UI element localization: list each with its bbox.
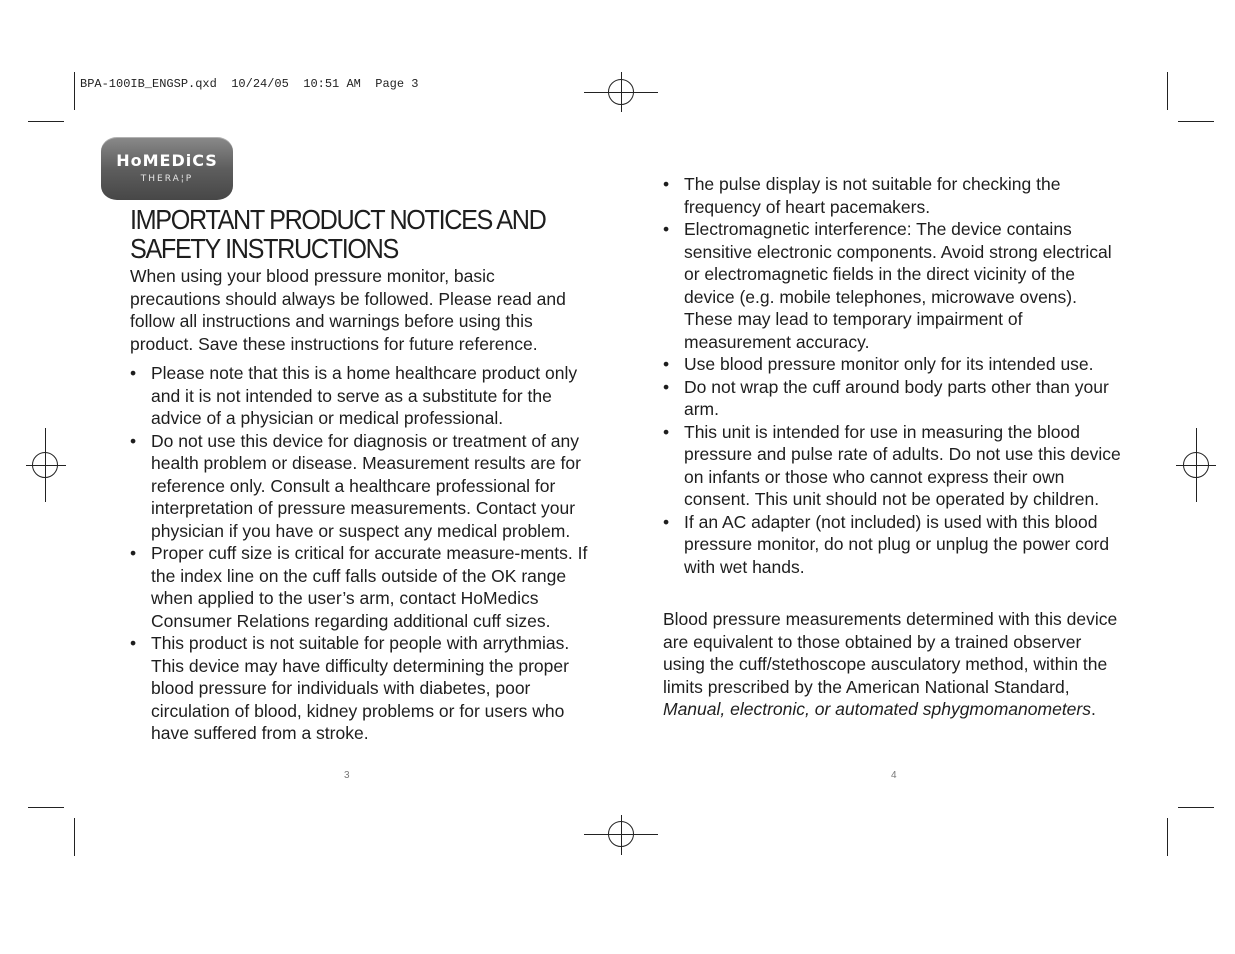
- page-number-left: 3: [344, 770, 350, 781]
- list-item: • Do not wrap the cuff around body parts other than your arm.: [663, 376, 1123, 421]
- closing-end: .: [1091, 699, 1096, 719]
- homedics-logo: [101, 137, 233, 200]
- list-item: • Please note that this is a home healthcare product only and it is not intended to serve as a substitute for the advice of a physician or medical professional.: [130, 362, 590, 430]
- list-item: • Proper cuff size is critical for accurate measure-ments. If the index line on the cuff falls outside of the OK range when applied to the user’s arm, contact HoMedics Consumer Relations regarding additional cuff sizes.: [130, 542, 590, 632]
- list-item: • If an AC adapter (not included) is used with this blood pressure monitor, do not plug or unplug the power cord with wet hands.: [663, 511, 1123, 579]
- standard-title: Manual, electronic, or automated sphygmomanometers: [663, 699, 1091, 719]
- list-item: • This product is not suitable for people with arrythmias. This device may have difficulty determining the proper blood pressure for individuals with diabetes, poor circulation of blood, kidney problems or for users who have suffered from a stroke.: [130, 632, 590, 745]
- right-bullet-list: [663, 173, 1123, 578]
- closing-text: Blood pressure measurements determined with this device are equivalent to those obtained by a trained observer using the cuff/stethoscope ausculatory method, within the limits prescribed by the American National Standard,: [663, 609, 1118, 697]
- left-bullet-list: [130, 362, 590, 745]
- list-item: • Electromagnetic interference: The device contains sensitive electronic components. Avoid strong electrical or electromagnetic fields in the direct vicinity of the device (e.g. mobile telephones, microwave ovens). These may lead to temporary impairment of measurement accuracy.: [663, 218, 1123, 353]
- page-title: IMPORTANT PRODUCT NOTICES AND SAFETY INSTRUCTIONS: [130, 204, 546, 264]
- file-slug: BPA-100IB_ENGSP.qxd 10/24/05 10:51 AM Page 3: [80, 77, 419, 91]
- logo-brand: HoMEDiCS: [116, 151, 218, 170]
- list-item: • This unit is intended for use in measuring the blood pressure and pulse rate of adults. Do not use this device on infants or those who cannot express their own consent. This unit should not be operated by children.: [663, 421, 1123, 511]
- list-item: • Use blood pressure monitor only for its intended use.: [663, 353, 1123, 376]
- page-number-right: 4: [891, 770, 897, 781]
- intro-paragraph: When using your blood pressure monitor, basic precautions should always be followed. Please read and follow all instructions and warnings before using this product. Save these instructions for future reference.: [130, 266, 566, 354]
- closing-paragraph: [663, 608, 1123, 721]
- list-item: • Do not use this device for diagnosis or treatment of any health problem or disease. Measurement results are for reference only. Consult a healthcare professional for interpretation of pressure measurements. Contact your physician if you have or suspect any medical problem.: [130, 430, 590, 543]
- list-item: • The pulse display is not suitable for checking the frequency of heart pacemakers.: [663, 173, 1123, 218]
- logo-subbrand: THERA¦P: [140, 174, 194, 184]
